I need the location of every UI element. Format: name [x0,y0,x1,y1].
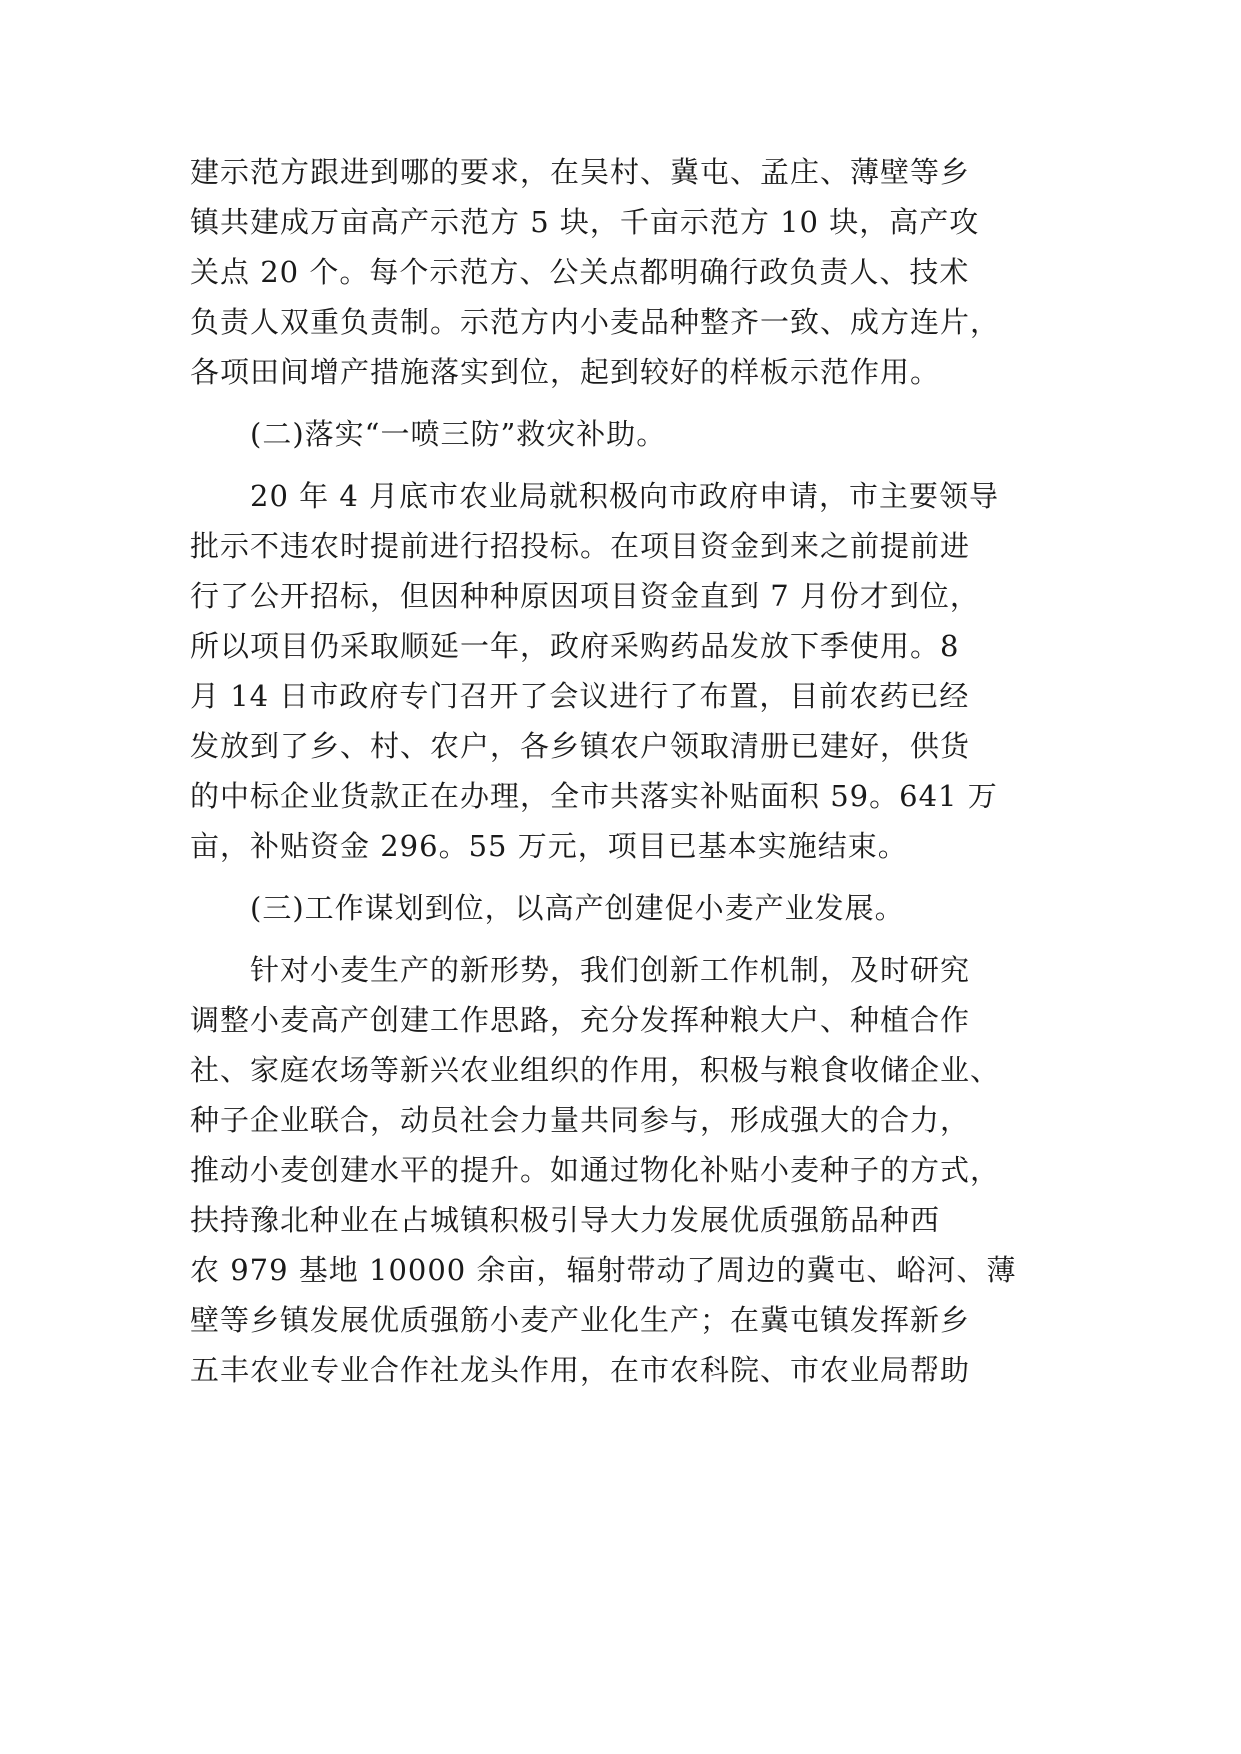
body-text-line: 各项田间增产措施落实到位，起到较好的样板示范作用。 [190,355,941,389]
body-text-line: 五丰农业专业合作社龙头作用，在市农科院、市农业局帮助 [190,1353,971,1387]
body-text-line: 所以项目仍采取顺延一年，政府采购药品发放下季使用。8 [190,629,960,663]
section-heading: (三)工作谋划到位，以高产创建促小麦产业发展。 [250,891,905,925]
body-text-line: 扶持豫北种业在占城镇积极引导大力发展优质强筋品种西 [190,1203,941,1237]
section-heading: (二)落实“一喷三防”救灾补助。 [250,417,667,451]
body-text-line: 社、家庭农场等新兴农业组织的作用，积极与粮食收储企业、 [190,1053,1001,1087]
body-text-line: 针对小麦生产的新形势，我们创新工作机制，及时研究 [250,953,971,987]
body-text-line: 月 14 日市政府专门召开了会议进行了布置，目前农药已经 [190,679,970,713]
body-text-line: 农 979 基地 10000 余亩，辐射带动了周边的冀屯、峪河、薄 [190,1253,1017,1287]
body-text-line: 行了公开招标，但因种种原因项目资金直到 7 月份才到位， [190,579,980,613]
body-text-line: 建示范方跟进到哪的要求，在吴村、冀屯、孟庄、薄壁等乡 [190,155,971,189]
body-text-line: 种子企业联合，动员社会力量共同参与，形成强大的合力， [190,1103,971,1137]
body-text-line: 负责人双重负责制。示范方内小麦品种整齐一致、成方连片， [190,305,1001,339]
body-text-line: 推动小麦创建水平的提升。如通过物化补贴小麦种子的方式， [190,1153,1001,1187]
body-text-line: 发放到了乡、村、农户，各乡镇农户领取清册已建好，供货 [190,729,971,763]
body-text-line: 镇共建成万亩高产示范方 5 块，千亩示范方 10 块，高产攻 [190,205,980,239]
body-text-line: 亩，补贴资金 296。55 万元，项目已基本实施结束。 [190,829,908,863]
body-text-line: 批示不违农时提前进行招投标。在项目资金到来之前提前进 [190,529,971,563]
body-text-line: 的中标企业货款正在办理，全市共落实补贴面积 59。641 万 [190,779,998,813]
body-text-line: 调整小麦高产创建工作思路，充分发挥种粮大户、种植合作 [190,1003,971,1037]
body-text-line: 壁等乡镇发展优质强筋小麦产业化生产；在冀屯镇发挥新乡 [190,1303,971,1337]
body-text-line: 关点 20 个。每个示范方、公关点都明确行政负责人、技术 [190,255,970,289]
body-text-line: 20 年 4 月底市农业局就积极向市政府申请，市主要领导 [250,479,1000,513]
